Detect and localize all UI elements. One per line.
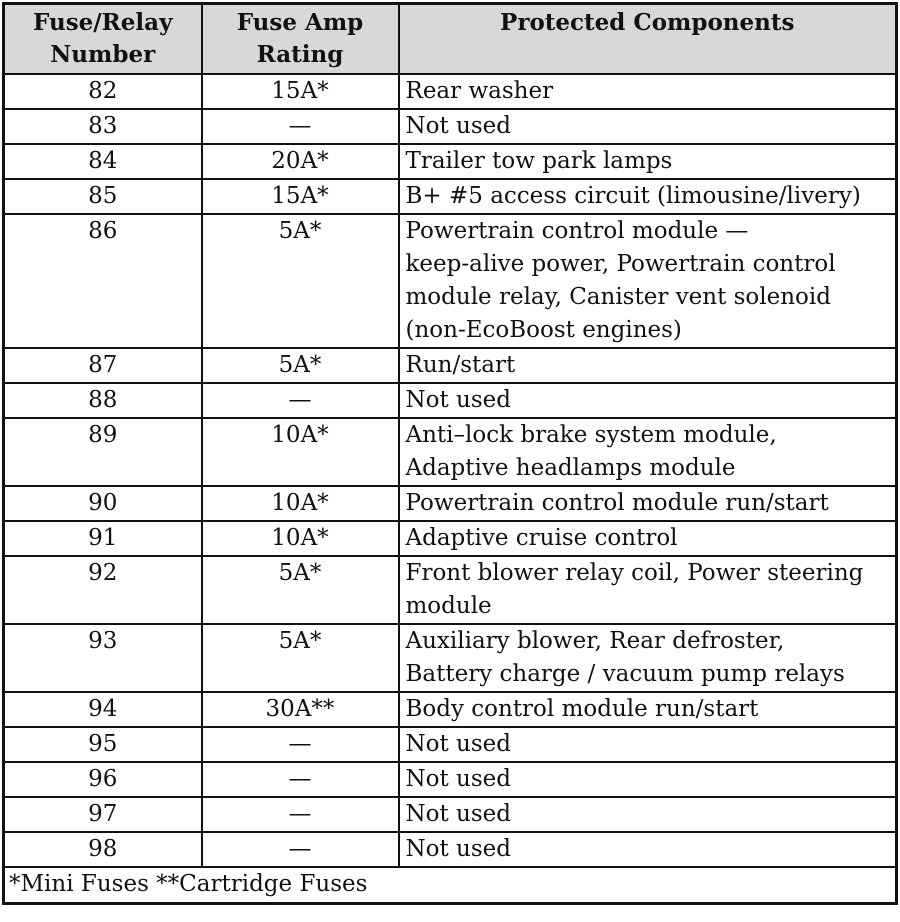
protected-components-cell — [399, 486, 897, 521]
component-line: Trailer tow park lamps — [405, 148, 673, 174]
table-row — [4, 486, 897, 521]
amp-rating-cell: 5A* — [202, 348, 399, 383]
amp-rating-cell: — — [202, 109, 399, 144]
amp-rating-cell: 20A* — [202, 144, 399, 179]
component-line: Adaptive headlamps module — [405, 455, 736, 481]
table-row — [4, 179, 897, 214]
fuse-number-cell: 84 — [4, 144, 202, 179]
protected-components-cell — [399, 832, 897, 867]
component-line: Front blower relay coil, Power steering — [405, 560, 864, 586]
table-row — [4, 797, 897, 832]
protected-components-cell — [399, 797, 897, 832]
protected-components-cell — [399, 692, 897, 727]
table-row — [4, 74, 897, 109]
amp-rating-cell: 30A** — [202, 692, 399, 727]
component-line: Not used — [405, 731, 511, 757]
component-line: Rear washer — [405, 78, 554, 104]
component-line: Powertrain control module — — [405, 218, 749, 244]
table-row — [4, 624, 897, 692]
amp-rating-cell: — — [202, 762, 399, 797]
fuse-number-cell: 96 — [4, 762, 202, 797]
amp-rating-cell: — — [202, 727, 399, 762]
protected-components-cell — [399, 762, 897, 797]
fuse-number-cell: 82 — [4, 74, 202, 109]
amp-rating-cell: 5A* — [202, 214, 399, 348]
fuse-number-cell: 91 — [4, 521, 202, 556]
fuse-number-cell: 95 — [4, 727, 202, 762]
footnote: *Mini Fuses **Cartridge Fuses — [4, 867, 897, 904]
component-line: keep-alive power, Powertrain control — [405, 251, 836, 277]
component-line: B+ #5 access circuit (limousine/livery) — [405, 183, 861, 209]
protected-components-cell — [399, 144, 897, 179]
amp-rating-cell: 5A* — [202, 556, 399, 624]
amp-rating-cell: 10A* — [202, 418, 399, 486]
protected-components-cell — [399, 214, 897, 348]
amp-rating-cell: 5A* — [202, 624, 399, 692]
protected-components-cell — [399, 521, 897, 556]
component-line: Not used — [405, 387, 511, 413]
component-line: Adaptive cruise control — [405, 525, 678, 551]
table-row — [4, 556, 897, 624]
fuse-number-cell: 93 — [4, 624, 202, 692]
table-row — [4, 214, 897, 348]
component-line: Auxiliary blower, Rear defroster, — [405, 628, 785, 654]
amp-rating-cell: 15A* — [202, 74, 399, 109]
fuse-number-cell: 86 — [4, 214, 202, 348]
protected-components-cell — [399, 624, 897, 692]
fuse-number-cell: 87 — [4, 348, 202, 383]
protected-components-cell — [399, 556, 897, 624]
header-components-label: Protected Components — [500, 9, 795, 36]
table-row — [4, 692, 897, 727]
amp-rating-cell: 15A* — [202, 179, 399, 214]
footnote-row — [4, 867, 897, 904]
fuse-number-cell: 90 — [4, 486, 202, 521]
protected-components-cell — [399, 74, 897, 109]
table-row — [4, 144, 897, 179]
protected-components-cell — [399, 179, 897, 214]
fuse-table-container — [2, 2, 895, 905]
component-line: module — [405, 593, 492, 619]
table-row — [4, 109, 897, 144]
component-line: Not used — [405, 113, 511, 139]
fuse-number-cell: 94 — [4, 692, 202, 727]
component-line: Powertrain control module run/start — [405, 490, 829, 516]
table-row — [4, 762, 897, 797]
component-line: Battery charge / vacuum pump relays — [405, 661, 845, 687]
table-row — [4, 521, 897, 556]
fuse-table-body — [4, 74, 897, 867]
header-number-line-1: Fuse/Relay — [33, 9, 173, 36]
header-fuse-relay-number — [4, 4, 202, 75]
amp-rating-cell: — — [202, 832, 399, 867]
amp-rating-cell: 10A* — [202, 486, 399, 521]
table-row — [4, 348, 897, 383]
header-amp-line-2: Rating — [256, 41, 344, 68]
table-row — [4, 383, 897, 418]
header-number-line-2: Number — [50, 41, 156, 68]
component-line: Not used — [405, 801, 511, 827]
protected-components-cell — [399, 727, 897, 762]
header-protected-components — [399, 4, 897, 75]
protected-components-cell — [399, 348, 897, 383]
amp-rating-cell: 10A* — [202, 521, 399, 556]
fuse-number-cell: 88 — [4, 383, 202, 418]
fuse-number-cell: 97 — [4, 797, 202, 832]
component-line: Anti–lock brake system module, — [405, 422, 777, 448]
fuse-number-cell: 83 — [4, 109, 202, 144]
fuse-number-cell: 85 — [4, 179, 202, 214]
component-line: Not used — [405, 766, 511, 792]
fuse-number-cell: 89 — [4, 418, 202, 486]
amp-rating-cell: — — [202, 383, 399, 418]
table-row — [4, 727, 897, 762]
protected-components-cell — [399, 383, 897, 418]
component-line: Body control module run/start — [405, 696, 759, 722]
fuse-number-cell: 98 — [4, 832, 202, 867]
header-amp-line-1: Fuse Amp — [236, 9, 364, 36]
component-line: Run/start — [405, 352, 516, 378]
component-line: module relay, Canister vent solenoid — [405, 284, 831, 310]
component-line: Not used — [405, 836, 511, 862]
fuse-table — [2, 2, 898, 905]
header-row — [4, 4, 897, 75]
table-row — [4, 418, 897, 486]
fuse-number-cell: 92 — [4, 556, 202, 624]
component-line: (non-EcoBoost engines) — [405, 317, 682, 343]
protected-components-cell — [399, 418, 897, 486]
header-fuse-amp-rating — [202, 4, 399, 75]
table-row — [4, 832, 897, 867]
amp-rating-cell: — — [202, 797, 399, 832]
protected-components-cell — [399, 109, 897, 144]
